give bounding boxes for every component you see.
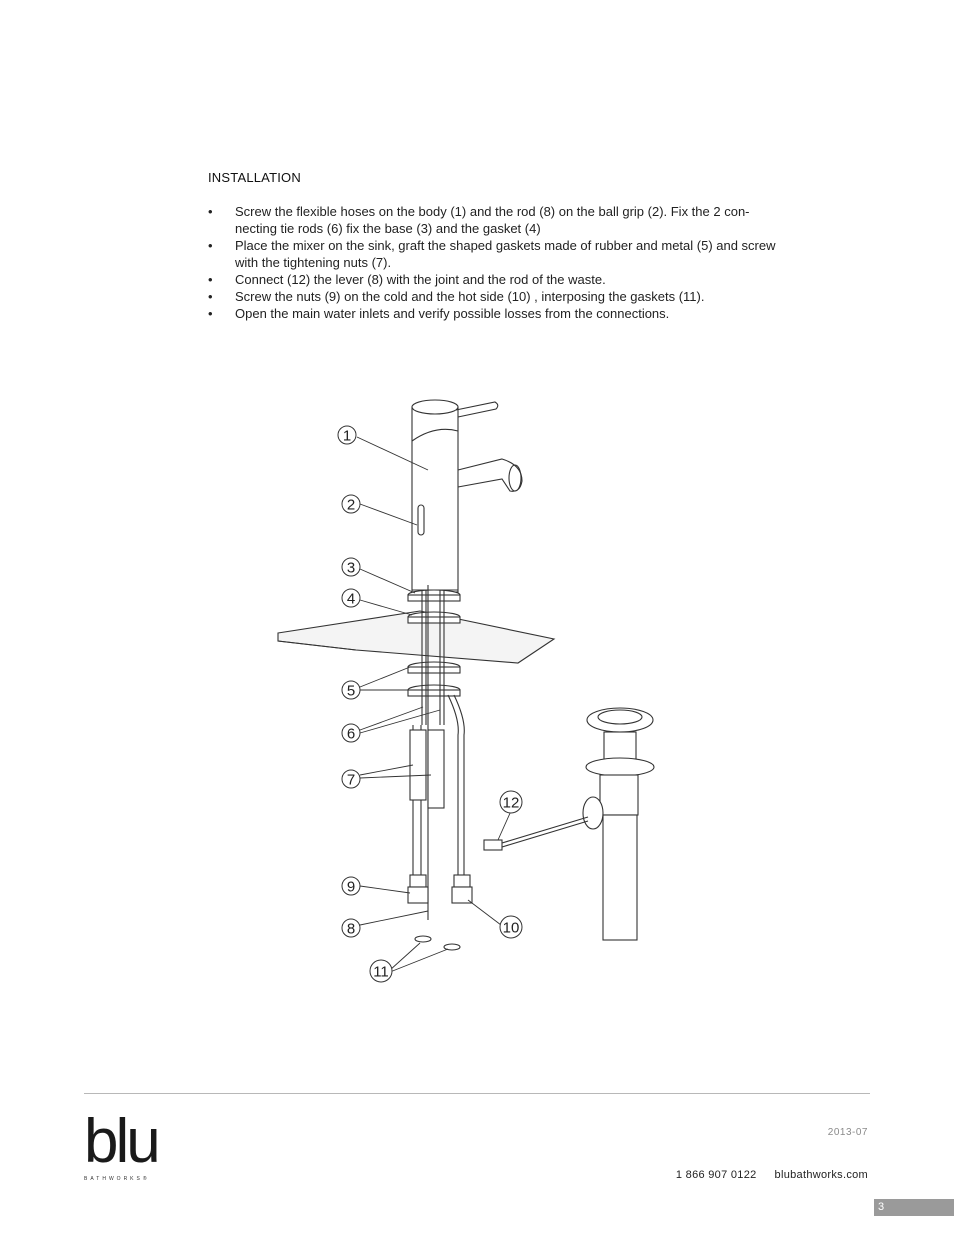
gasket-ring [408, 612, 460, 623]
callout-3 [342, 558, 360, 577]
svg-text:10: 10 [502, 919, 520, 937]
bullet: • [208, 272, 213, 287]
pop-up-waste [583, 708, 654, 940]
svg-text:2: 2 [346, 496, 356, 514]
contact-info [676, 1169, 868, 1181]
callout-4 [342, 589, 360, 608]
tie-rods [422, 590, 444, 725]
hose-nuts [408, 875, 472, 903]
bullet: • [208, 238, 213, 253]
ball-grip [418, 505, 424, 535]
step-item [208, 288, 783, 305]
website-link[interactable]: blubathworks.com [774, 1169, 868, 1181]
svg-text:11: 11 [373, 963, 389, 981]
callout-7 [342, 770, 360, 789]
step-text: Screw the nuts (9) on the cold and the hot side (10) , interposing the gaskets (11). [235, 289, 705, 304]
svg-text:1: 1 [342, 427, 352, 445]
step-text: Screw the flexible hoses on the body (1) and the rod (8) on the ball grip (2). Fix the 2 con-necting tie rods (6) fix the base (3) and the gasket (4) [235, 204, 750, 236]
svg-text:8: 8 [346, 920, 356, 938]
callout-1 [338, 426, 356, 445]
brand-tagline: BATHWORKS® [84, 1176, 150, 1182]
page-number: 3 [878, 1201, 885, 1213]
callout-5 [342, 681, 360, 700]
waste-lever-rod [484, 817, 588, 850]
rubber-gasket [408, 662, 460, 673]
svg-text:12: 12 [502, 794, 520, 812]
svg-text:3: 3 [346, 559, 356, 577]
bullet: • [208, 306, 213, 321]
brand-logo [84, 1107, 158, 1182]
base-ring [408, 590, 460, 601]
svg-text:9: 9 [346, 878, 356, 896]
callout-6 [342, 724, 360, 743]
metal-gasket [408, 685, 460, 696]
step-text: Connect (12) the lever (8) with the joint and the rod of the waste. [235, 272, 606, 287]
callout-8 [342, 919, 360, 938]
exploded-faucet-diagram [270, 385, 670, 1000]
section-heading: INSTALLATION [208, 170, 301, 185]
brand-wordmark: blu [84, 1107, 158, 1176]
step-item [208, 237, 783, 271]
callout-9 [342, 877, 360, 896]
callout-12 [500, 791, 522, 813]
svg-text:4: 4 [346, 590, 356, 608]
callout-2 [342, 495, 360, 514]
mixer-body [412, 400, 522, 592]
step-item [208, 203, 783, 237]
step-item [208, 271, 783, 288]
installation-steps [208, 203, 783, 322]
small-gaskets [415, 936, 460, 950]
callout-11 [370, 960, 392, 982]
tightening-nuts [410, 730, 444, 808]
page-number-tab [874, 1199, 954, 1216]
svg-text:6: 6 [346, 725, 356, 743]
step-item [208, 305, 783, 322]
document-date: 2013-07 [827, 1127, 868, 1138]
bullet: • [208, 204, 213, 219]
step-text: Open the main water inlets and verify possible losses from the connections. [235, 306, 670, 321]
step-text: Place the mixer on the sink, graft the shaped gaskets made of rubber and metal (5) and screw with the tightening nuts (7). [235, 238, 776, 270]
footer-divider [84, 1093, 870, 1094]
bullet: • [208, 289, 213, 304]
callout-10 [500, 916, 522, 938]
phone-number: 1 866 907 0122 [675, 1169, 757, 1181]
svg-text:5: 5 [346, 682, 356, 700]
svg-text:7: 7 [346, 771, 356, 789]
